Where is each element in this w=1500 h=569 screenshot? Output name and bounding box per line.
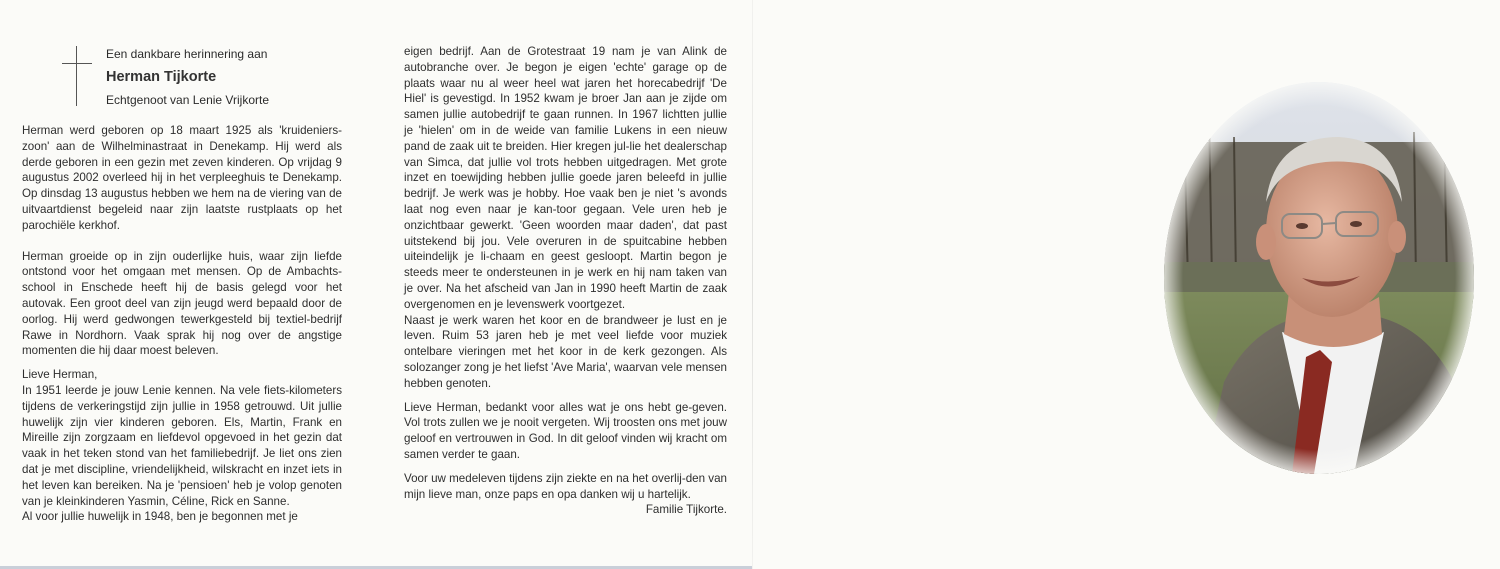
paragraph-family: In 1951 leerde je jouw Lenie kennen. Na vele fiets-kilometers tijdens de verkeringstijd zijn jullie in 1958 getrouwd. Uit jullie huwelijk zijn vier kinderen geboren. Els, Martin, Frank en Mireille zijn zorgzaam en liefdevol opgevoed in het gezin dat vaak in het teken stond van het familiebedrijf. Je liet ons zien dat je met discipline, vriendelijkheid, wilskracht en inzet iets in het leven kan bereiken. Na je 'pensioen' heb je volop genoten van je kleinkinderen Yasmin, Céline, Rick en Sanne.	[22, 383, 342, 508]
paragraph-thanks-condolences: Voor uw medeleven tijdens zijn ziekte en na het overlij-den van mijn lieve man, onze paps en opa danken wij u hartelijk.	[404, 471, 727, 501]
family-signoff: Familie Tijkorte.	[645, 503, 727, 517]
paragraph-choir: Naast je werk waren het koor en de brandweer je lust en je leven. Ruim 53 jaren heb je met veel liefde voor muziek ontelbare vieringen met het koor in de kerk gezongen. Als solozanger zong je het liefst 'Ave Maria', waarvan vele mensen hebben genoten.	[404, 313, 727, 390]
cross-icon	[62, 46, 92, 106]
deceased-name: Herman Tijkorte	[106, 69, 217, 85]
spouse-line: Echtgenoot van Lenie Vrijkorte	[106, 93, 269, 107]
paragraph-youth: Herman groeide op in zijn ouderlijke huis, waar zijn liefde ontstond voor het omgaan met mensen. Op de Ambachts-school in Enschede heeft hij de basis gelegd voor het autovak. Een groot deel van zijn jeugd werd bepaald door de oorlog. Hij werd gedwongen tewerkgesteld bij textiel-bedrijf Rawe in Nordhorn. Vaak sprak hij nog over de angstige momenten die hij daar moest beleven.	[22, 249, 342, 358]
paragraph-birth: Herman werd geboren op 18 maart 1925 als 'kruideniers-zoon' aan de Wilhelminastraat in Denekamp. Hij werd als derde geboren in een gezin met zeven kinderen. Op vrijdag 9 augustus 2002 overleed hij in het verpleeghuis te Denekamp. Op dinsdag 13 augustus hebben we hem na de viering van de uitvaartdienst begeleid naar zijn laatste rustplaats op het parochiële kerkhof.	[22, 124, 342, 232]
portrait-photo	[1164, 82, 1474, 474]
paragraph-business-start: Al voor jullie huwelijk in 1948, ben je begonnen met je	[22, 510, 298, 524]
intro-line: Een dankbare herinnering aan	[106, 47, 268, 61]
text-column-left	[22, 123, 342, 525]
card-header	[106, 46, 366, 108]
salutation: Lieve Herman,	[22, 368, 98, 382]
paragraph-business: eigen bedrijf. Aan de Grotestraat 19 nam je van Alink de autobranche over. Je begon je eigen 'echte' garage op de plaats waar nu al weer heel wat jaren het horecabedrijf 'De Hiel' is gevestigd. In 1952 kwam je broer Jan aan je zijde om samen jullie autobedrijf te gaan runnen. In 1967 lichtten jullie je 'hielen' om in de weide van familie Lukens in een nieuw pand de zaak uit te breiden. Hier kregen jul-lie het dealerschap van Simca, dat jullie vol trots hebben uitgedragen. Met grote inzet en toewijding hebben jullie goede jaren beleefd in jullie bedrijf. Je werk was je hobby. Hoe vaak ben je niet 's avonds laat nog even naar je kan-toor gegaan. Vele uren heb je onzichtbaar gewerkt. 'Geen woorden maar daden', dat past uitstekend bij jou. Vele overuren in de spuitcabine hebben uiteindelijk je li-chaam en geest gesloopt. Martin begon je steeds meer te ondersteunen in je werk en hij nam taken van je over. Na het afscheid van Jan in 1990 heeft Martin de zaak overgenomen en je levenswerk voortgezet.	[404, 45, 727, 311]
text-column-right	[404, 44, 727, 518]
paragraph-thanks-herman: Lieve Herman, bedankt voor alles wat je ons hebt ge-geven. Vol trots zullen we je nooit vergeten. Wij troosten ons met jouw geloof en vertrouwen in God. In dit geloof vinden wij kracht om samen verder te gaan.	[404, 400, 727, 461]
card-fold	[752, 0, 753, 569]
